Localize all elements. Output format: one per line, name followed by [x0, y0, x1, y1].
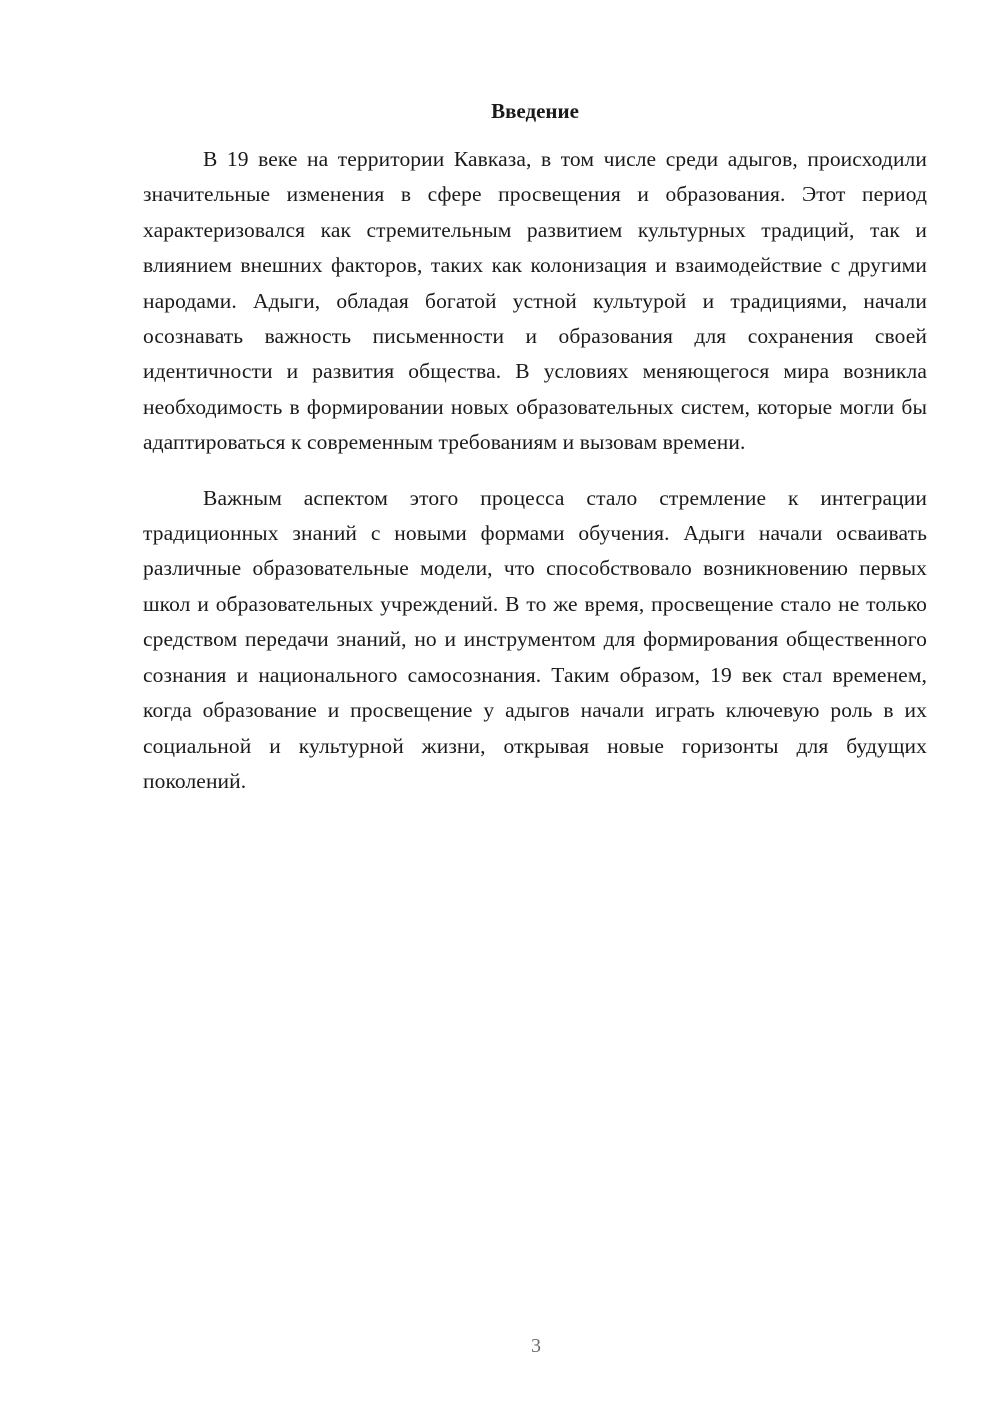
paragraph-1: В 19 веке на территории Кавказа, в том числе среди адыгов, происходили значительные изменения в сфере просвещения и образования. Этот период характеризовался как стремительным развитием культурных традиций, так и влиянием внешних факторов, таких как колонизация и взаимодействие с другими народами. Адыги, обладая богатой устной культурой и традициями, начали осознавать важность письменности и образования для сохранения своей идентичности и развития общества. В условиях меняющегося мира возникла необходимость в формировании новых образовательных систем, которые могли бы адаптироваться к современным требованиям и вызовам времени. [143, 147, 927, 455]
section-title: Введение [491, 99, 579, 123]
page-number: 3 [531, 1335, 541, 1357]
paragraph-2: Важным аспектом этого процесса стало стремление к интеграции традиционных знаний с новыми формами обучения. Адыги начали осваивать различные образовательные модели, что способствовало возникновению первых школ и образовательных учреждений. В то же время, просвещение стало не только средством передачи знаний, но и инструментом для формирования общественного сознания и национального самосознания. Таким образом, 19 век стал временем, когда образование и просвещение у адыгов начали играть ключевую роль в их социальной и культурной жизни, открывая новые горизонты для будущих поколений. [143, 485, 927, 793]
body-text [143, 142, 927, 799]
